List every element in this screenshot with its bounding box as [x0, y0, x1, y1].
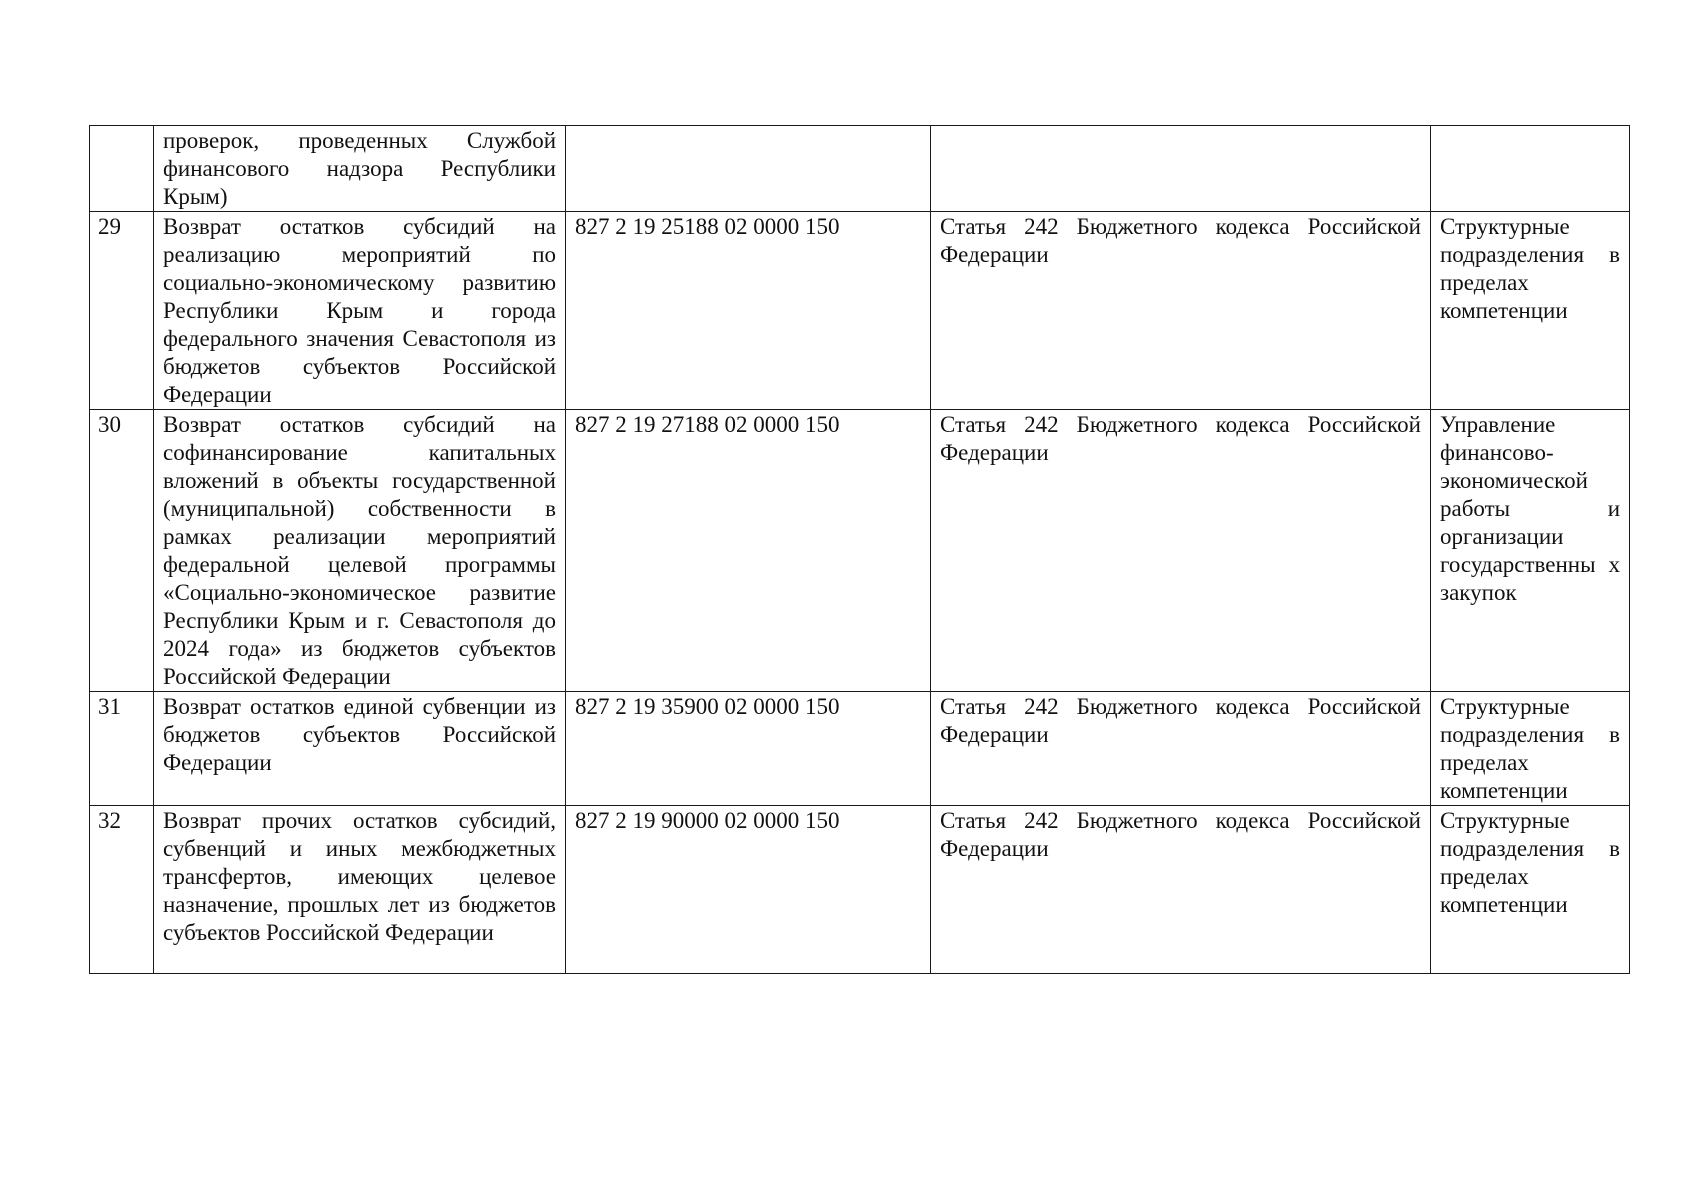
legal-basis-cell: Статья 242 Бюджетного кодекса Российской Федерации — [931, 410, 1431, 692]
legal-basis-cell: Статья 242 Бюджетного кодекса Российской Федерации — [931, 212, 1431, 410]
revenue-name-cell: Возврат остатков единой субвенции из бюджетов субъектов Российской Федерации — [154, 692, 566, 806]
revenue-name-cell: проверок, проведенных Службой финансового надзора Республики Крым) — [154, 126, 566, 212]
row-number: 32 — [90, 806, 154, 974]
row-number — [90, 126, 154, 212]
budget-code-cell: 827 2 19 25188 02 0000 150 — [566, 212, 931, 410]
revenue-name-cell: Возврат остатков субсидий на реализацию мероприятий по социально-экономическому развитию Республики Крым и города федерального значения Севастополя из бюджетов субъектов Российской Федерации — [154, 212, 566, 410]
row-number: 29 — [90, 212, 154, 410]
budget-code-cell: 827 2 19 35900 02 0000 150 — [566, 692, 931, 806]
budget-code-cell: 827 2 19 27188 02 0000 150 — [566, 410, 931, 692]
row-number: 31 — [90, 692, 154, 806]
table-row — [90, 212, 1630, 410]
budget-code-cell: 827 2 19 90000 02 0000 150 — [566, 806, 931, 974]
administrator-cell: Управление финансово-экономической работы и организации государственны х закупок — [1431, 410, 1630, 692]
administrator-cell: Структурные подразделения в пределах компетенции — [1431, 806, 1630, 974]
administrator-cell — [1431, 126, 1630, 212]
legal-basis-cell — [931, 126, 1431, 212]
table-row — [90, 806, 1630, 974]
legal-basis-cell: Статья 242 Бюджетного кодекса Российской Федерации — [931, 806, 1431, 974]
table-row — [90, 410, 1630, 692]
revenue-name-cell: Возврат остатков субсидий на софинансирование капитальных вложений в объекты государственной (муниципальной) собственности в рамках реализации мероприятий федеральной целевой программы «Социально-экономическое развитие Республики Крым и г. Севастополя до 2024 года» из бюджетов субъектов Российской Федерации — [154, 410, 566, 692]
budget-code-cell — [566, 126, 931, 212]
revenue-name-cell: Возврат прочих остатков субсидий, субвенций и иных межбюджетных трансфертов, имеющих целевое назначение, прошлых лет из бюджетов субъектов Российской Федерации — [154, 806, 566, 974]
legal-basis-cell: Статья 242 Бюджетного кодекса Российской Федерации — [931, 692, 1431, 806]
row-number: 30 — [90, 410, 154, 692]
administrator-cell: Структурные подразделения в пределах компетенции — [1431, 692, 1630, 806]
table-row — [90, 126, 1630, 212]
administrator-cell: Структурные подразделения в пределах компетенции — [1431, 212, 1630, 410]
table-row — [90, 692, 1630, 806]
budget-revenue-table — [89, 125, 1630, 974]
